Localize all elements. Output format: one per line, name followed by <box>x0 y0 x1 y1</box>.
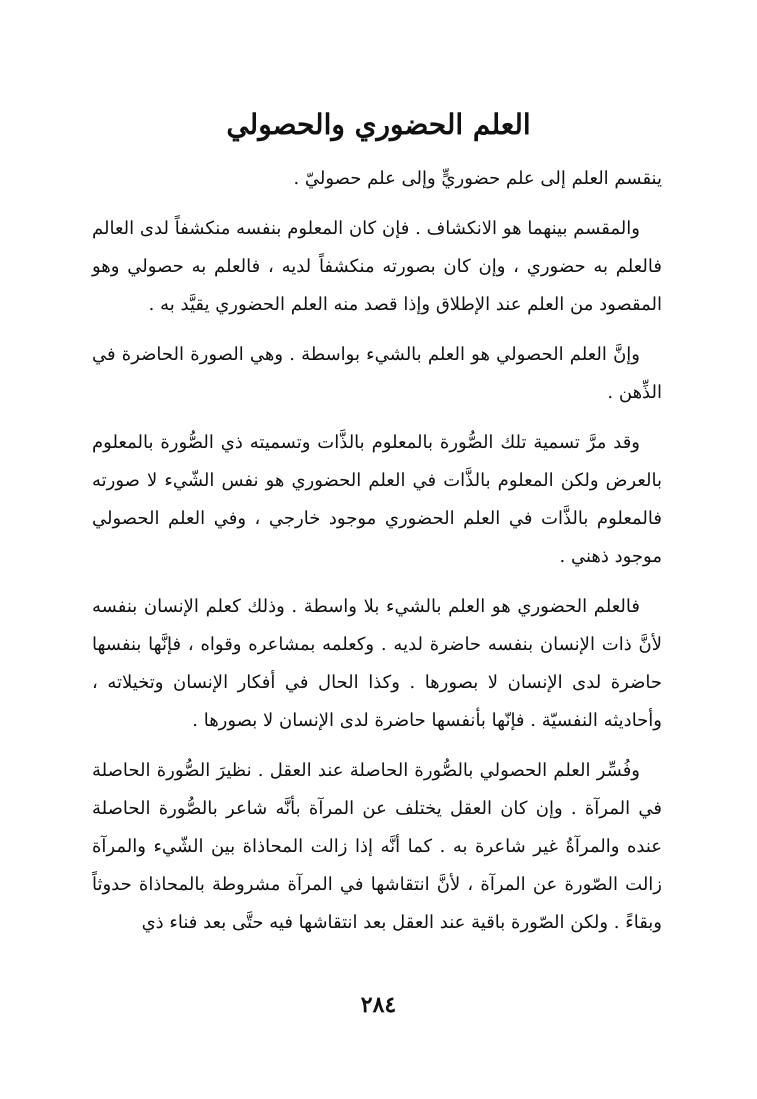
paragraph-6: وفُسِّر العلم الحصولي بالصُّورة الحاصلة عند العقل . نظيرَ الصُّورة الحاصلة في المرآة . وإن كان العقل يختلف عن المرآة بأنَّه شاعر بالصُّورة الحاصلة عنده والمرآةُ غير شاعرة به . كما أنَّه إذا زالت المحاذاة بين الشّيء والمرآة زالت الصّورة عن المرآة ، لأنَّ انتقاشها في المرآة مشروطة بالمحاذاة حدوثاً وبقاءً . ولكن الصّورة باقية عند العقل بعد انتقاشها فيه حتَّى بعد فناء ذي <box>92 760 662 933</box>
paragraph-1: ينقسم العلم إلى علم حضوريٍّ وإلى علم حصوليّ . <box>293 168 662 189</box>
section-title: العلم الحضوري والحصولي <box>226 108 531 141</box>
paragraph-2: والمقسم بينهما هو الانكشاف . فإن كان المعلوم بنفسه منكشفاً لدى العالم فالعلم به حضوري ، وإن كان بصورته منكشفاً لديه ، فالعلم به حصولي وهو المقصود من العلم عند الإطلاق وإذا قصد منه العلم الحضوري يقيَّد به . <box>92 218 662 315</box>
paragraph-4: وقد مرَّ تسمية تلك الصُّورة بالمعلوم بالذَّات وتسميته ذي الصُّورة بالمعلوم بالعرض ولكن المعلوم بالذَّات في العلم الحضوري هو نفس الشّيء لا صورته فالمعلوم بالذَّات في العلم الحضوري موجود خارجي ، وفي العلم الحصولي موجود ذهني . <box>92 432 662 567</box>
paragraph-5: فالعلم الحضوري هو العلم بالشيء بلا واسطة . وذلك كعلم الإنسان بنفسه لأنَّ ذات الإنسان بنفسه حاضرة لديه . وكعلمه بمشاعره وقواه ، فإنَّها بنفسها حاضرة لدى الإنسان لا بصورها . وكذا الحال في أفكار الإنسان وتخيلاته ، وأحاديثه النفسيّة . فإنّها بأنفسها حاضرة لدى الإنسان لا بصورها . <box>92 596 662 731</box>
paragraph-3: وإنَّ العلم الحصولي هو العلم بالشيء بواسطة . وهي الصورة الحاضرة في الذِّهن . <box>92 344 662 403</box>
page-number: ٢٨٤ <box>360 992 397 1018</box>
body-text <box>92 160 662 954</box>
